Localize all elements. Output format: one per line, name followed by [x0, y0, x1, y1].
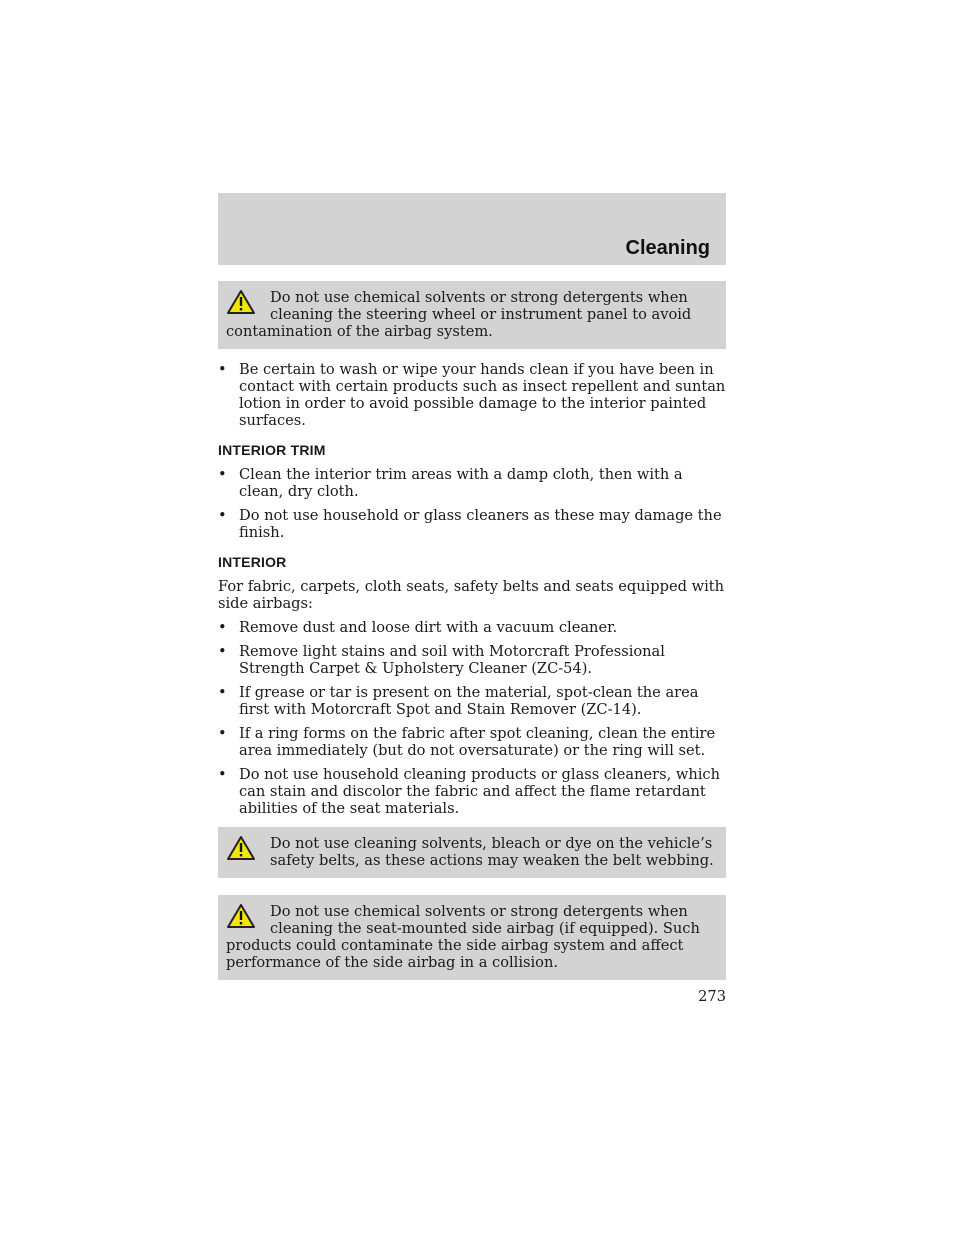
bullet-icon: •: [218, 466, 227, 483]
warning-triangle-icon: [226, 289, 260, 321]
page-number: 273: [698, 988, 726, 1005]
warning-text: Do not use chemical solvents or strong detergents when cleaning the seat-mounted side airbag (if equipped). Such products could contaminate the side airbag system and affect performance of the side airbag in a collision.: [226, 903, 700, 971]
warning-triangle-icon: [226, 835, 260, 867]
bullet-icon: •: [218, 766, 227, 783]
list-item: • Remove dust and loose dirt with a vacuum cleaner.: [218, 619, 618, 636]
bullet-icon: •: [218, 507, 227, 524]
page-content: [218, 281, 726, 980]
warning-triangle-icon: [226, 903, 260, 935]
hand-cleaning-list: [218, 361, 726, 429]
warning-text: Do not use cleaning solvents, bleach or dye on the vehicle’s safety belts, as these actions may weaken the belt webbing.: [270, 835, 714, 869]
list-item: • Do not use household cleaning products or glass cleaners, which can stain and discolor the fabric and affect the flame retardant abilities of the seat materials.: [218, 766, 720, 817]
list-item: • Do not use household or glass cleaners as these may damage the finish.: [218, 507, 722, 541]
section-header-bar: [218, 193, 726, 265]
interior-heading: INTERIOR: [218, 554, 287, 570]
list-item: • If a ring forms on the fabric after spot cleaning, clean the entire area immediately (but do not oversaturate) or the ring will set.: [218, 725, 716, 759]
warning-box-side-airbag: [218, 895, 726, 980]
section-title: Cleaning: [625, 237, 710, 259]
interior-trim-list: [218, 466, 726, 541]
bullet-icon: •: [218, 725, 227, 742]
interior-list: [218, 619, 726, 817]
bullet-icon: •: [218, 619, 227, 636]
list-item: • Be certain to wash or wipe your hands clean if you have been in contact with certain products such as insect repellent and suntan lotion in order to avoid possible damage to the interior painted surfaces.: [218, 361, 726, 429]
warning-box-safety-belts: [218, 827, 726, 878]
list-item: • If grease or tar is present on the material, spot-clean the area first with Motorcraft Spot and Stain Remover (ZC-14).: [218, 684, 699, 718]
warning-box-airbag-cleaning: [218, 281, 726, 349]
list-item: • Remove light stains and soil with Motorcraft Professional Strength Carpet & Upholstery Cleaner (ZC-54).: [218, 643, 665, 677]
bullet-icon: •: [218, 361, 227, 378]
bullet-icon: •: [218, 684, 227, 701]
list-item: • Clean the interior trim areas with a damp cloth, then with a clean, dry cloth.: [218, 466, 683, 500]
bullet-icon: •: [218, 643, 227, 660]
interior-trim-heading: INTERIOR TRIM: [218, 442, 326, 458]
interior-intro: For fabric, carpets, cloth seats, safety belts and seats equipped with side airbags:: [218, 578, 724, 612]
warning-text: Do not use chemical solvents or strong detergents when cleaning the steering wheel or instrument panel to avoid contamination of the airbag system.: [226, 289, 692, 340]
